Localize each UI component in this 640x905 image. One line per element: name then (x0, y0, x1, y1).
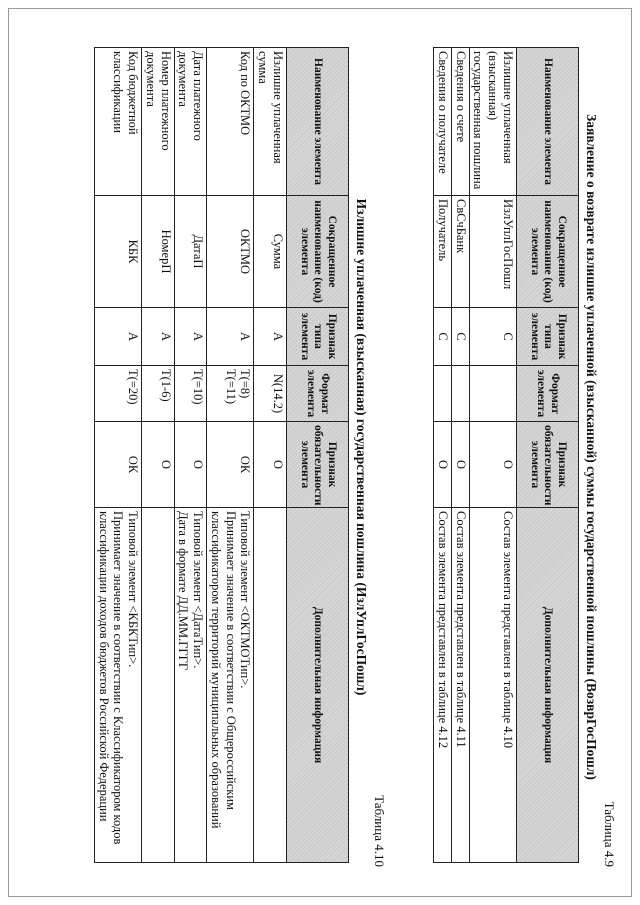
header-cell: Признак обязательности элемента (517, 422, 579, 508)
cell-type: А (95, 308, 142, 366)
cell-text-line: Типовой элемент <КБКТип>. (126, 511, 141, 668)
cell-type: А (174, 308, 207, 366)
cell-format: N(14.2) (254, 366, 287, 422)
table-row (174, 48, 207, 863)
cell-format (207, 366, 254, 422)
cell-code: ИзлУплГосПошл (469, 196, 516, 308)
cell-element-name: Излишне уплаченная сумма (254, 48, 287, 196)
header-cell: Наименование элемента (287, 48, 349, 196)
cell-text-line: T(=11) (223, 369, 238, 405)
cell-info (207, 508, 254, 863)
header-cell: Сокращенное наименование (код) элемента (517, 196, 579, 308)
table-row (452, 48, 470, 863)
cell-info (142, 508, 175, 863)
cell-info: Состав элемента представлен в таблице 4.11 (452, 508, 470, 863)
cell-type: С (469, 308, 516, 366)
cell-element-name: Код бюджетной классификации (95, 48, 142, 196)
header-cell: Наименование элемента (517, 48, 579, 196)
header-cell: Дополнительная информация (517, 508, 579, 863)
document-scan (8, 8, 632, 897)
cell-type: С (452, 308, 470, 366)
cell-text-line: Типовой элемент <ОКТМОТип>. (238, 511, 253, 689)
table-4-9 (433, 47, 579, 863)
header-cell: Формат элемента (517, 366, 579, 422)
header-cell: Признак типа элемента (287, 308, 349, 366)
table-header-row (517, 48, 579, 863)
cell-code: ДатаП (174, 196, 207, 308)
table-row (469, 48, 516, 863)
cell-format (434, 366, 452, 422)
cell-element-name: Сведения о получателе (434, 48, 452, 196)
table-4-10 (94, 47, 349, 863)
cell-required: О (469, 422, 516, 508)
cell-info (254, 508, 287, 863)
cell-code: ОКТМО (207, 196, 254, 308)
cell-code: Получатель (434, 196, 452, 308)
cell-format: T(1-6) (142, 366, 175, 422)
table-row (434, 48, 452, 863)
table-4-10-title: Излишне уплаченная (взысканная) государственная пошлина (ИзлУплГосПошл) (354, 198, 369, 696)
header-cell: Сокращенное наименование (код) элемента (287, 196, 349, 308)
cell-type: А (142, 308, 175, 366)
cell-required: О (434, 422, 452, 508)
cell-required: О (452, 422, 470, 508)
cell-type: А (207, 308, 254, 366)
cell-code: КБК (95, 196, 142, 308)
cell-element-name: Дата платежного документа (174, 48, 207, 196)
header-cell: Признак типа элемента (517, 308, 579, 366)
cell-required: ОК (95, 422, 142, 508)
header-cell: Формат элемента (287, 366, 349, 422)
table-row (207, 48, 254, 863)
header-cell: Дополнительная информация (287, 508, 349, 863)
cell-info (95, 508, 142, 863)
cell-code: СвСчБанк (452, 196, 470, 308)
cell-format (469, 366, 516, 422)
cell-required: О (254, 422, 287, 508)
cell-format: T(=10) (174, 366, 207, 422)
table-4-10-number: Таблица 4.10 (372, 795, 387, 867)
cell-required: О (142, 422, 175, 508)
cell-format (452, 366, 470, 422)
cell-text-line: T(=8) (238, 369, 253, 399)
cell-text-line: Принимает значение в соответствии с Общероссийским классификатором территорий муниципальных образований (209, 511, 238, 829)
table-row (142, 48, 175, 863)
cell-info: Состав элемента представлен в таблице 4.10 (469, 508, 516, 863)
cell-element-name: Сведения о счете (452, 48, 470, 196)
table-4-9-number: Таблица 4.9 (602, 801, 617, 867)
cell-code: Сумма (254, 196, 287, 308)
cell-code: НомерП (142, 196, 175, 308)
cell-text-line: Принимает значение в соответствии с Классификатором кодов классификации доходов бюджетов Российской Федерации (96, 511, 126, 845)
table-row (95, 48, 142, 863)
table-row (254, 48, 287, 863)
cell-element-name: Код по ОКТМО (207, 48, 254, 196)
cell-type: С (434, 308, 452, 366)
cell-text-line: Типовой элемент <ДатаТип>. (191, 511, 206, 669)
cell-info (174, 508, 207, 863)
cell-element-name: Излишне уплаченная (взысканная) государственная пошлина (469, 48, 516, 196)
table-4-9-title: Заявление о возврате излишне уплаченной (взысканной) суммы государственной пошлины (ВозврГосПошл) (584, 114, 599, 780)
cell-type: А (254, 308, 287, 366)
cell-required: ОК (207, 422, 254, 508)
header-cell: Признак обязательности элемента (287, 422, 349, 508)
cell-required: О (174, 422, 207, 508)
rotated-page (96, 37, 619, 877)
cell-text-line: Дата в формате ДД.ММ.ГГГГ (176, 511, 191, 671)
table-header-row (287, 48, 349, 863)
cell-element-name: Номер платежного документа (142, 48, 175, 196)
cell-format: T(=20) (95, 366, 142, 422)
cell-info: Состав элемента представлен в таблице 4.12 (434, 508, 452, 863)
